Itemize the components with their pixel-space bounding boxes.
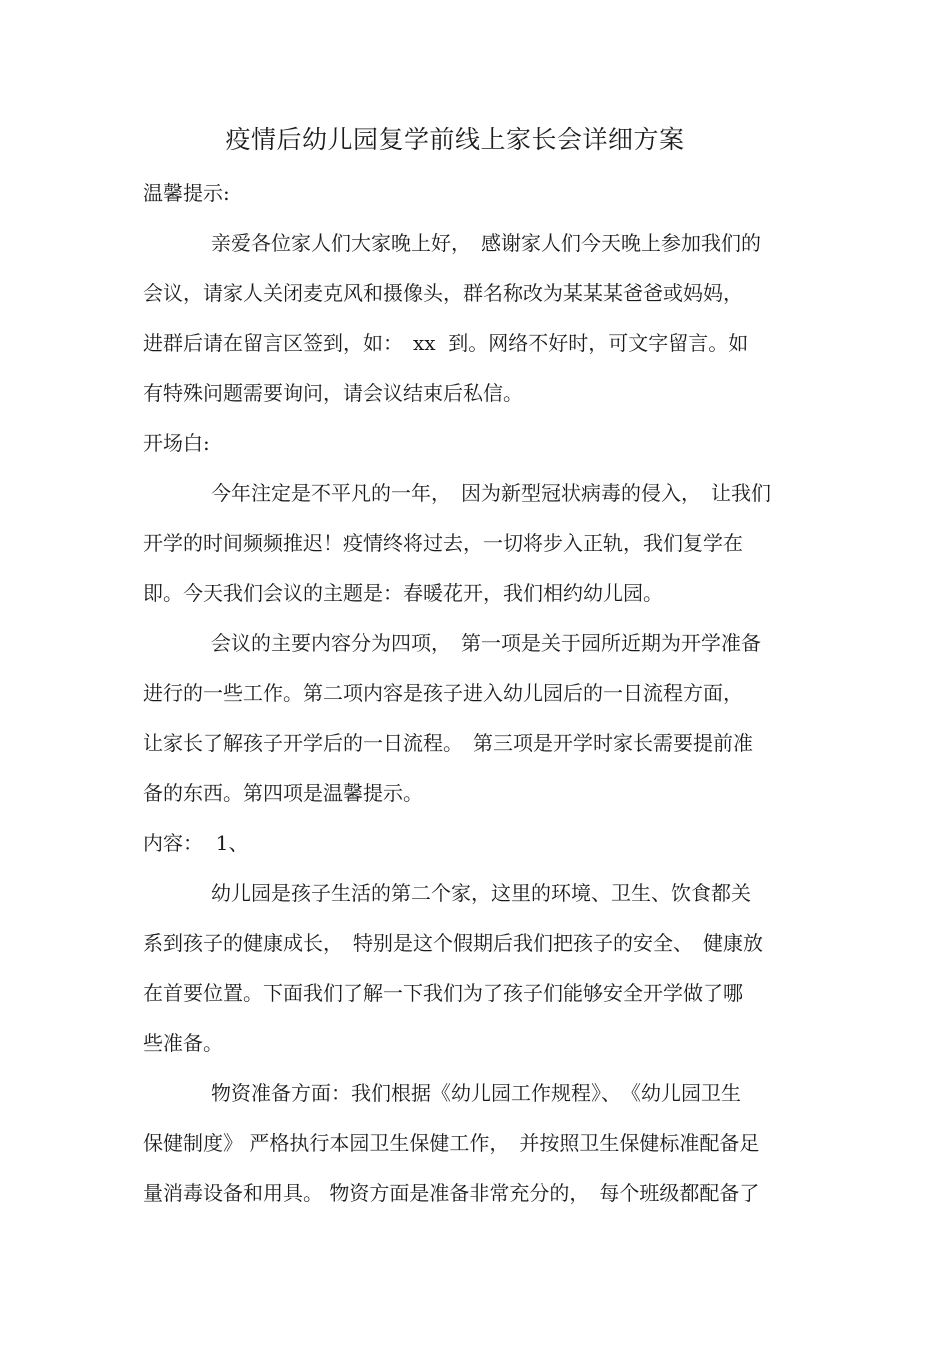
paragraph-line: 系到孩子的健康成长， 特别是这个假期后我们把孩子的安全、 健康放 — [143, 931, 763, 955]
paragraph-line: 物资准备方面：我们根据《幼儿园工作规程》、 《幼儿园卫生 — [211, 1081, 741, 1105]
paragraph-line: 备的东西。第四项是温馨提示。 — [143, 781, 423, 805]
paragraph-line: 会议的主要内容分为四项， 第一项是关于园所近期为开学准备 — [211, 631, 761, 655]
paragraph-line: 即。今天我们会议的主题是：春暖花开，我们相约幼儿园。 — [143, 581, 663, 605]
paragraph-line: 进群后请在留言区签到，如： xx 到。网络不好时，可文字留言。如 — [143, 331, 749, 355]
paragraph-line: 在首要位置。下面我们了解一下我们为了孩子们能够安全开学做了哪 — [143, 981, 743, 1005]
paragraph-line: 幼儿园是孩子生活的第二个家，这里的环境、卫生、饮食都关 — [211, 881, 751, 905]
paragraph-line: 让家长了解孩子开学后的一日流程。 第三项是开学时家长需要提前准 — [143, 731, 753, 755]
section-heading-opening: 开场白: — [143, 431, 210, 455]
paragraph-line: 今年注定是不平凡的一年， 因为新型冠状病毒的侵入， 让我们 — [211, 481, 771, 505]
paragraph-line: 进行的一些工作。第二项内容是孩子进入幼儿园后的一日流程方面， — [143, 681, 743, 705]
paragraph-line: 会议，请家人关闭麦克风和摄像头，群名称改为某某某爸爸或妈妈， — [143, 281, 743, 305]
section-heading-content: 内容： 1、 — [143, 831, 249, 855]
paragraph-line: 亲爱各位家人们大家晚上好， 感谢家人们今天晚上参加我们的 — [211, 231, 761, 255]
paragraph-line: 量消毒设备和用具。 物资方面是准备非常充分的， 每个班级都配备了 — [143, 1181, 760, 1205]
section-heading-tips: 温馨提示: — [143, 181, 230, 205]
paragraph-line: 些准备。 — [143, 1031, 223, 1055]
document-title: 疫情后幼儿园复学前线上家长会详细方案 — [225, 125, 685, 154]
paragraph-line: 有特殊问题需要询问，请会议结束后私信。 — [143, 381, 523, 405]
paragraph-line: 开学的时间频频推迟！疫情终将过去，一切将步入正轨，我们复学在 — [143, 531, 743, 555]
paragraph-line: 保健制度》 严格执行本园卫生保健工作， 并按照卫生保健标准配备足 — [143, 1131, 760, 1155]
